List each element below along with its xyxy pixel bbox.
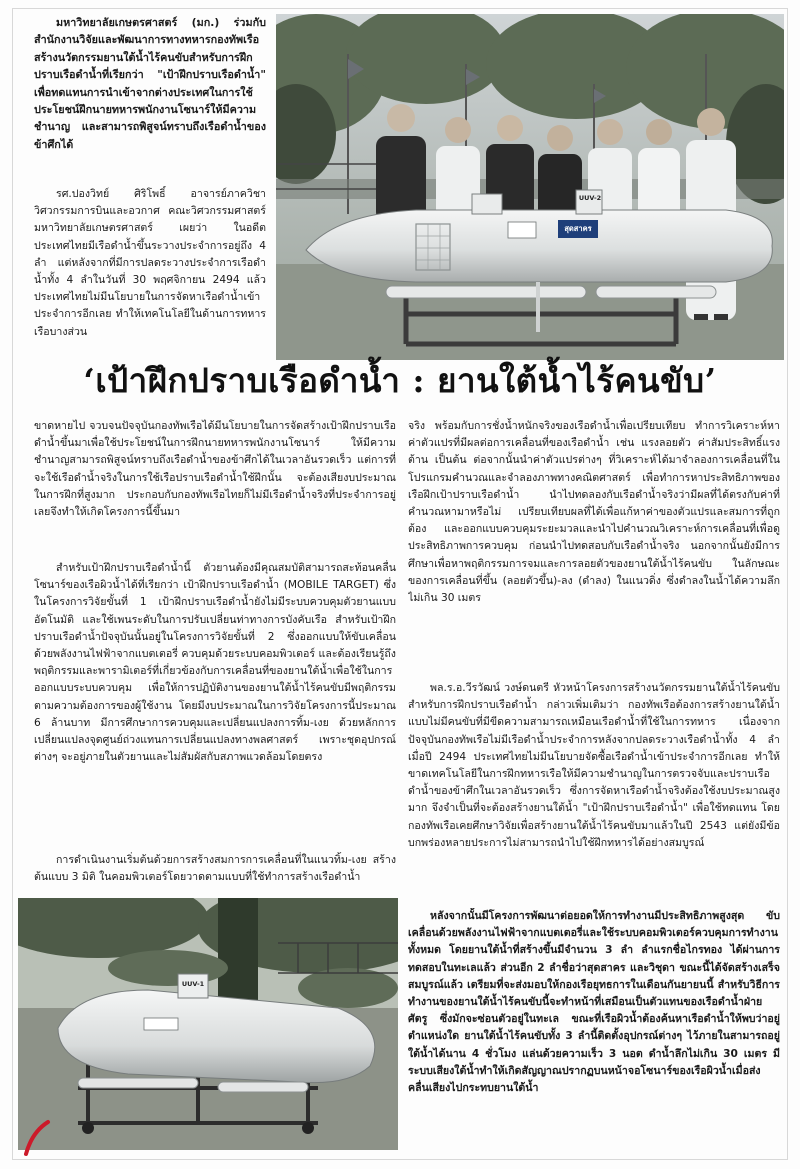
right-column-paragraph-3: หลังจากนั้นมีโครงการพัฒนาต่อยอดให้การทำงานมีประสิทธิภาพสูงสุด ขับเคลื่อนด้วยพลังงานไฟฟ้าจากแบตเตอรี่และใช้ระบบคอมพิวเตอร์ควบคุมการทำงานทั้งหมด โดยยานใต้น้ำที่สร้างขึ้นมีจำนวน 3 ลำ ลำแรกชื่อไกรทอง ได้ผ่านการทดสอบในทะเลแล้ว ส่วนอีก 2 ลำชื่อว่าสุดสาคร และวิชุดา ขณะนี้ได้จัดสร้างเสร็จสมบูรณ์แล้ว เตรียมที่จะส่งมอบให้กองเรือยุทธการในเดือนกันยายนนี้ สำหรับวิธีการทำงานของยานใต้น้ำไร้คนขับนี้จะทำหน้าที่เสมือนเป็นตัวแทนของเรือดำน้ำฝ่ายศัตรู ซึ่งมักจะซ่อนตัวอยู่ในทะเล ขณะที่เรือผิวน้ำต้องค้นหาเรือดำน้ำให้พบว่าอยู่ตำแหน่งใด ยานใต้น้ำไร้คนขับทั้ง 3 ลำนี้ติดตั้งอุปกรณ์ต่างๆ ไว้ภายในสามารถอยู่ใต้น้ำได้นาน 4 ชั่วโมง แล่นด้วยความเร็ว 3 นอต ดำน้ำลึกไม่เกิน 30 เมตร มีระบบเสียงใต้น้ำทำให้เกิดสัญญาณปรากฏบนหน้าจอโซนาร์ของเรือผิวน้ำเมื่อส่งคลื่นเสียงไปกระทบยานใต้น้ำ: [408, 910, 780, 1095]
left-column-paragraph-2: สำหรับเป้าฝึกปราบเรือดำน้ำนี้ ตัวยานต้องมีคุณสมบัติสามารถสะท้อนคลื่นโซนาร์ของเรือผิวน้ำได้ที่เรียกว่า เป้าฝึกปราบเรือดำน้ำ (MOBILE TARGET) ซึ่งในโครงการวิจัยขั้นที่ 1 เป้าฝึกปราบเรือดำน้ำยังไม่มีระบบควบคุมตัวยานแบบอัตโนมัติ และใช้เพนระดับในการปรับเปลี่ยนท่าทางการบังคับเรือ สำหรับเป้าฝึกปราบเรือดำน้ำปัจจุบันนั้นอยู่ในโครงการวิจัยขั้นที่ 2 ซึ่งออกแบบให้ขับเคลื่อนด้วยพลังงานไฟฟ้าจากแบตเตอรี่ ควบคุมด้วยระบบคอมพิวเตอร์ และต้องเรียนรู้ถึงพฤติกรรมและพารามิเตอร์ที่เกี่ยวข้องกับการเคลื่อนที่ของยานใต้น้ำเพื่อใช้ในการออกแบบระบบควบคุม เพื่อให้การปฏิบัติงานของยานใต้น้ำไร้คนขับมีพฤติกรรมตามความต้องการของผู้ใช้งาน โดยมีงบประมาณในการวิจัยโครงการนี้ประมาณ 6 ล้านบาท มีการศึกษาการควบคุมและเปลี่ยนแปลงการทิ้ม-เงย ด้วยหลักการเปลี่ยนแปลงจุดศูนย์ถ่วงแทนการเปลี่ยนแปลงทางพลศาสตร์ เพราะชุดอุปกรณ์ต่างๆ จะอยู่ภายในตัวยานและไม่สัมผัสกับสภาพแวดล้อมโดยตรง: [34, 562, 396, 764]
right-column-paragraph-1: จริง พร้อมกับการชั่งน้ำหนักจริงของเรือดำน้ำเพื่อเปรียบเทียบ ทำการวิเคราะห์หาค่าตัวแปรที่มีผลต่อการเคลื่อนที่ของเรือดำน้ำ เช่น แรงลอยตัว ค่าสัมประสิทธิ์แรงต้าน เป็นต้น ต่อจากนั้นนำค่าตัวแปรต่างๆ ที่วิเคราะห์ได้มาจำลองการเคลื่อนที่ในโปรแกรมคำนวณและจำลองภาพทางคณิตศาสตร์ เพื่อทำการหาประสิทธิภาพของเรือฝึกเป้าปราบเรือดำน้ำ นำไปทดลองกับเรือดำน้ำจริงว่ามีผลที่ได้ตรงกับค่าที่คำนวณหามาหรือไม่ เปรียบเทียบผลที่ได้เพื่อแก้หาค่าของตัวแปรและสมการที่ถูกต้อง และออกแบบควบคุมระยะมวลและนำไปคำนวณวิเคราะห์การเคลื่อนที่เพื่อดูประสิทธิภาพการควบคุม ก่อนนำไปทดสอบกับเรือดำน้ำจริง นอกจากนั้นยังมีการศึกษาเพื่อหาพฤติกรรมการจมและการลอยตัวของยานใต้น้ำไร้คนขับ ในลักษณะของการเคลื่อนที่ขึ้น (ลอยตัวขึ้น)-ลง (ดำลง) ในแนวดิ่ง ซึ่งดำลงในน้ำได้ความลึกไม่เกิน 30 เมตร: [408, 420, 780, 605]
hull-label-top-1: UUV-2: [578, 194, 602, 202]
red-accent-mark: [22, 1118, 52, 1158]
photo-uuv-illustration: [18, 898, 398, 1150]
photo-officials-with-uuv: [276, 14, 784, 360]
column-top-paragraph: รศ.ปองวิทย์ ศิริโพธิ์ อาจารย์ภาควิชาวิศวกรรมการบินและอวกาศ คณะวิศวกรรมศาสตร์ มหาวิทยาลัยเกษตรศาสตร์ เผยว่า ในอดีตประเทศไทยมีเรือดำน้ำขึ้นระวางประจำการอยู่ถึง 4 ลำ แต่หลังจากที่มีการปลดระวางประจำการเรือดำน้ำทั้ง 4 ลำในวันที่ 30 พฤศจิกายน 2494 แล้ว ประเทศไทยไม่มีนโยบายในการจัดหาเรือดำน้ำเข้าประจำการอีกเลย ทำให้เทคโนโลยีในด้านการทหารเรือบางส่วน: [34, 188, 266, 338]
left-column-paragraph-1: ขาดหายไป จวบจนปัจจุบันกองทัพเรือได้มีนโยบายในการจัดสร้างเป้าฝึกปราบเรือดำน้ำขึ้นมาเพื่อใช้ประโยชน์ในการฝึกนายทหารพนักงานโซนาร์ ให้มีความชำนาญสามารถพิสูจน์ทราบถึงเรือดำน้ำของข้าศึกได้ในเวลาอันรวดเร็ว แต่การที่จะใช้เรือดำน้ำจริงในการใช้เรือปราบเรือดำน้ำใช้ฝึกนั้น จะต้องเสียงบประมาณในการฝึกที่สูงมาก ประกอบกับกองทัพเรือไทยก็ไม่มีเรือดำน้ำจริงที่ประจำการอยู่เลยจึงทำให้เกิดโครงการนี้ขึ้นมา: [34, 420, 396, 519]
hull-label-bottom: UUV-1: [181, 980, 205, 988]
photo-uuv-on-stand: [18, 898, 398, 1150]
right-column-paragraph-2: พล.ร.อ.วีรวัฒน์ วงษ์ดนตรี หัวหน้าโครงการสร้างนวัตกรรมยานใต้น้ำไร้คนขับสำหรับการฝึกปราบเรือดำน้ำ กล่าวเพิ่มเติมว่า กองทัพเรือต้องการสร้างยานใต้น้ำแบบไม่มีคนขับที่มีขีดความสามารถเหมือนเรือดำน้ำที่ใช้ในการทหาร เนื่องจากปัจจุบันกองทัพเรือไม่มีเรือดำน้ำประจำการหลังจากปลดระวางเรือดำน้ำทั้ง 4 ลำเมื่อปี 2494 ประเทศไทยไม่มีนโยบายจัดซื้อเรือดำน้ำเข้าประจำการอีกเลย ทำให้ขาดเทคโนโลยีในการฝึกทหารเรือให้มีความชำนาญในการตรวจจับและปราบเรือดำน้ำของข้าศึกในเวลาอันรวดเร็ว ซึ่งการจัดหาเรือดำน้ำจริงต้องใช้งบประมาณสูงมาก จึงจำเป็นที่จะต้องสร้างยานใต้น้ำ "เป้าฝึกปราบเรือดำน้ำ" เพื่อใช้ทดแทน โดยกองทัพเรือเคยศึกษาวิจัยเพื่อสร้างยานใต้น้ำไร้คนขับมาแล้วในปี 2543 แต่ยังมีข้อบกพร่องหลายประการไม่สามารถนำไปใช้ฝึกทหารได้อย่างสมบูรณ์: [408, 682, 780, 849]
left-column-paragraph-3: การดำเนินงานเริ่มต้นด้วยการสร้างสมการการเคลื่อนที่ในแนวทิ้ม-เงย สร้างต้นแบบ 3 มิติ ในคอมพิวเตอร์โดยวาดตามแบบที่ใช้ทำการสร้างเรือดำน้ำ: [34, 854, 396, 884]
intro-paragraph: มหาวิทยาลัยเกษตรศาสตร์ (มก.) ร่วมกับสำนักงานวิจัยและพัฒนาการทางทหารกองทัพเรือ สร้างนวัตกรรมยานใต้น้ำไร้คนขับสำหรับการฝึกปราบเรือดำน้ำที่เรียกว่า "เป้าฝึกปราบเรือดำน้ำ" เพื่อทดแทนการนำเข้าจากต่างประเทศในการใช้ประโยชน์ฝึกนายทหารพนักงานโซนาร์ให้มีความชำนาญ และสามารถพิสูจน์ทราบถึงเรือดำน้ำของข้าศึกได้: [34, 16, 266, 151]
hull-label-top-2: สุดสาคร: [564, 224, 592, 233]
photo-officials-illustration: [276, 14, 784, 360]
article-headline: ‘เป้าฝึกปราบเรือดำน้ำ : ยานใต้น้ำไร้คนขับ’: [83, 361, 717, 400]
